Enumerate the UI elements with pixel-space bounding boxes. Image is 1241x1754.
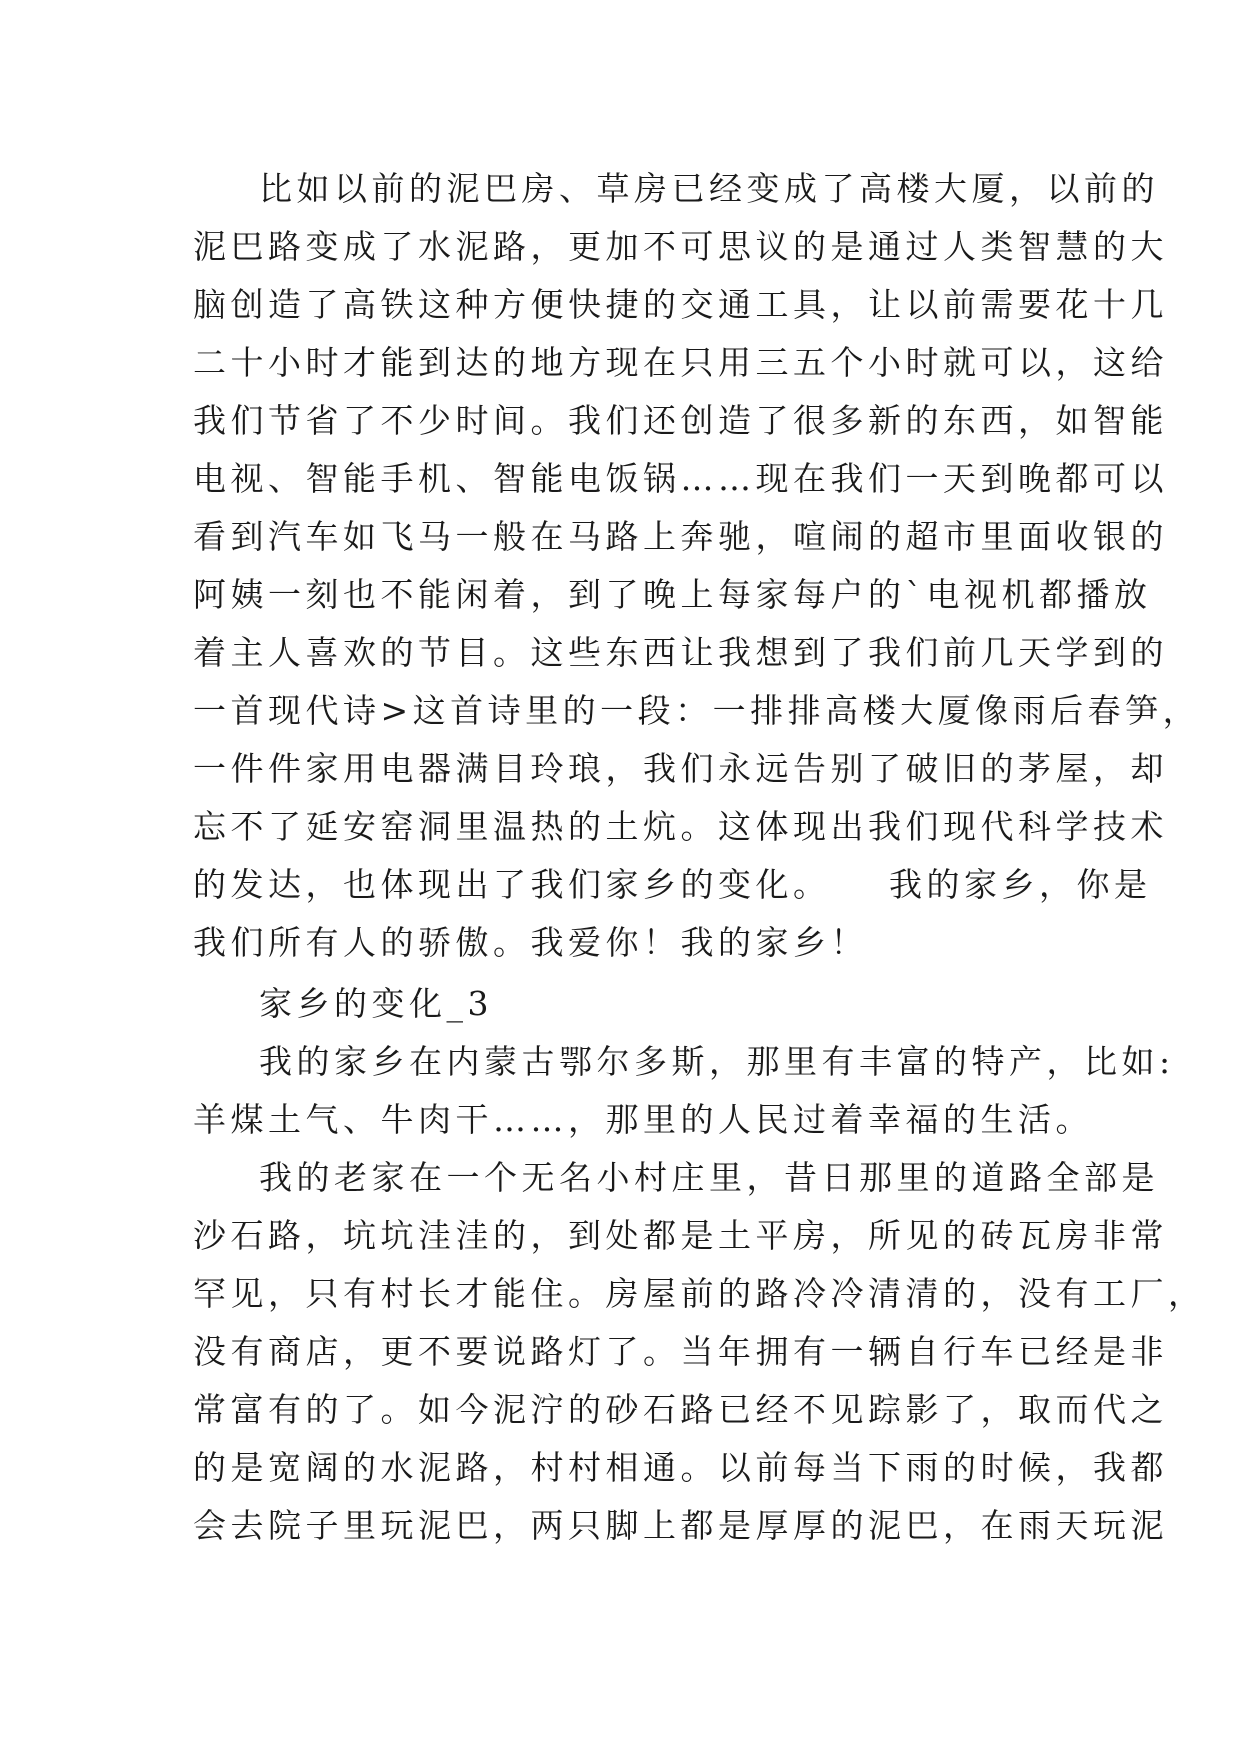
text-line: 一首现代诗>这首诗里的一段：一排排高楼大厦像雨后春笋， (193, 691, 1201, 730)
text-line: 看到汽车如飞马一般在马路上奔驰，喧闹的超市里面收银的 (193, 517, 1168, 556)
text-line: 一件件家用电器满目玲琅，我们永远告别了破旧的茅屋，却 (193, 749, 1168, 788)
text-line: 会去院子里玩泥巴，两只脚上都是厚厚的泥巴，在雨天玩泥 (193, 1506, 1168, 1545)
text-line: 我的老家在一个无名小村庄里，昔日那里的道路全部是 (259, 1158, 1159, 1197)
text-line: 我的家乡在内蒙古鄂尔多斯，那里有丰富的特产，比如: (259, 1042, 1175, 1081)
text-line: 没有商店，更不要说路灯了。当年拥有一辆自行车已经是非 (193, 1332, 1168, 1371)
text-line: 我们所有人的骄傲。我爱你！我的家乡！ (193, 923, 868, 962)
text-line: 的发达，也体现出了我们家乡的变化。 我的家乡，你是 (193, 865, 1152, 904)
text-line: 电视、智能手机、智能电饭锅……现在我们一天到晚都可以 (193, 459, 1168, 498)
paragraph-2 (193, 1033, 1175, 1149)
paragraph-1 (193, 160, 1201, 972)
text-line: 忘不了延安窑洞里温热的土炕。这体现出我们现代科学技术 (193, 807, 1168, 846)
text-line: 着主人喜欢的节目。这些东西让我想到了我们前几天学到的 (193, 633, 1168, 672)
section-title: 家乡的变化_3 (259, 984, 493, 1023)
text-line: 阿姨一刻也不能闲着，到了晚上每家每户的`电视机都播放 (193, 575, 1152, 614)
text-line: 常富有的了。如今泥泞的砂石路已经不见踪影了，取而代之 (193, 1390, 1168, 1429)
text-line: 二十小时才能到达的地方现在只用三五个小时就可以，这给 (193, 343, 1168, 382)
text-line: 沙石路，坑坑洼洼的，到处都是土平房，所见的砖瓦房非常 (193, 1216, 1168, 1255)
text-line: 羊煤土气、牛肉干……，那里的人民过着幸福的生活。 (193, 1100, 1093, 1139)
text-line: 比如以前的泥巴房、草房已经变成了高楼大厦，以前的 (259, 169, 1159, 208)
paragraph-3 (193, 1149, 1206, 1555)
text-line: 泥巴路变成了水泥路，更加不可思议的是通过人类智慧的大 (193, 227, 1168, 266)
text-line: 我们节省了不少时间。我们还创造了很多新的东西，如智能 (193, 401, 1168, 440)
section-heading (193, 975, 1053, 1033)
text-line: 罕见，只有村长才能住。房屋前的路冷冷清清的，没有工厂， (193, 1274, 1206, 1313)
text-line: 的是宽阔的水泥路，村村相通。以前每当下雨的时候，我都 (193, 1448, 1168, 1487)
text-line: 脑创造了高铁这种方便快捷的交通工具，让以前需要花十几 (193, 285, 1168, 324)
